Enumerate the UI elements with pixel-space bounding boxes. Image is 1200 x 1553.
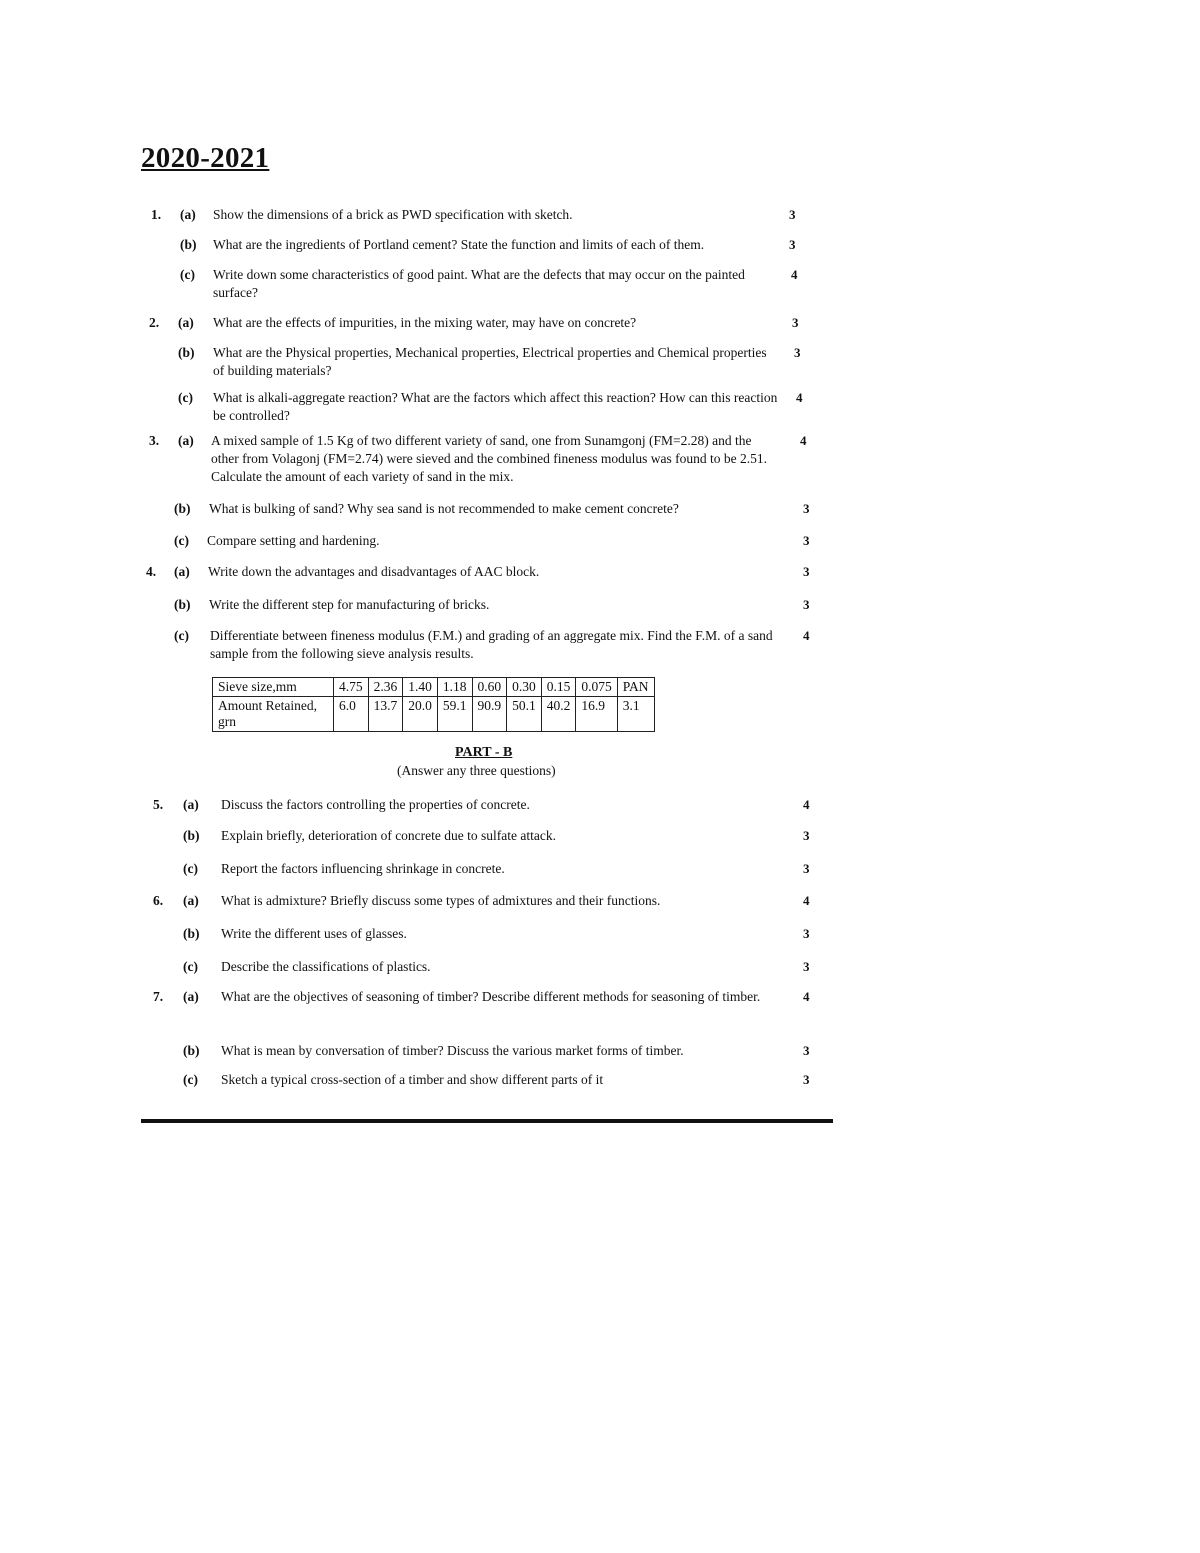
question-text: What is admixture? Briefly discuss some types of admixtures and their functions. — [221, 893, 661, 908]
table-row — [213, 697, 655, 732]
question-part-label: (a) — [178, 433, 194, 448]
question-marks: 4 — [791, 267, 798, 282]
table-cell: 40.2 — [541, 697, 576, 732]
question-marks: 3 — [803, 861, 810, 876]
table-cell: 90.9 — [472, 697, 507, 732]
page-title: 2020-2021 — [141, 142, 270, 174]
bottom-divider — [141, 1119, 833, 1123]
question-text: Describe the classifications of plastics. — [221, 959, 431, 974]
table-cell: 50.1 — [507, 697, 542, 732]
table-row-header: Sieve size,mm — [213, 678, 334, 697]
question-part-label: (b) — [183, 828, 200, 843]
question-part-label: (a) — [178, 315, 194, 330]
question-part-label: (a) — [180, 207, 196, 222]
question-marks: 3 — [803, 564, 810, 579]
question-text: Write the different uses of glasses. — [221, 926, 407, 941]
question-part-label: (c) — [178, 390, 193, 405]
question-part-label: (c) — [174, 628, 189, 643]
table-cell: 0.15 — [541, 678, 576, 697]
question-marks: 3 — [803, 1043, 810, 1058]
question-marks: 3 — [803, 533, 810, 548]
question-part-label: (c) — [180, 267, 195, 282]
question-number: 7. — [153, 989, 164, 1004]
question-text: Write down some characteristics of good paint. What are the defects that may occur on the painted surface? — [213, 267, 745, 300]
table-cell: 3.1 — [617, 697, 654, 732]
question-text: What are the Physical properties, Mechanical properties, Electrical properties and Chemical properties of building materials? — [213, 345, 767, 378]
question-marks: 3 — [794, 345, 801, 360]
question-marks: 4 — [803, 989, 810, 1004]
question-part-label: (b) — [178, 345, 195, 360]
table-cell: 13.7 — [368, 697, 403, 732]
question-marks: 3 — [792, 315, 799, 330]
question-marks: 3 — [803, 1072, 810, 1087]
question-text: A mixed sample of 1.5 Kg of two different variety of sand, one from Sunamgonj (FM=2.28) and the other from Volagonj (FM=2.74) were sieved and the combined fineness modulus was found to be 2.51. Calculate the amount of each variety of sand in the mix. — [211, 433, 768, 484]
table-cell: 59.1 — [437, 697, 472, 732]
question-text: What is mean by conversation of timber? Discuss the various market forms of timber. — [221, 1043, 684, 1058]
question-text: What are the effects of impurities, in the mixing water, may have on concrete? — [213, 315, 637, 330]
question-text: Explain briefly, deterioration of concrete due to sulfate attack. — [221, 828, 556, 843]
question-marks: 3 — [803, 501, 810, 516]
question-text: What are the objectives of seasoning of timber? Describe different methods for seasoning of timber. — [221, 989, 761, 1004]
question-marks: 4 — [800, 433, 807, 448]
table-cell: 16.9 — [576, 697, 617, 732]
question-text: What is alkali-aggregate reaction? What are the factors which affect this reaction? How can this reaction be controlled? — [213, 390, 778, 423]
part-b-instruction: (Answer any three questions) — [397, 763, 556, 778]
question-marks: 3 — [789, 207, 796, 222]
question-number: 2. — [149, 315, 160, 330]
table-cell: 6.0 — [334, 697, 369, 732]
question-number: 4. — [146, 564, 157, 579]
part-b-heading: PART - B — [455, 745, 513, 760]
table-cell: 1.18 — [437, 678, 472, 697]
question-part-label: (a) — [183, 893, 199, 908]
question-text: Write down the advantages and disadvantages of AAC block. — [208, 564, 540, 579]
question-text: Write the different step for manufacturing of bricks. — [209, 597, 490, 612]
table-cell: 2.36 — [368, 678, 403, 697]
table-cell: 20.0 — [403, 697, 438, 732]
question-part-label: (b) — [180, 237, 197, 252]
question-number: 3. — [149, 433, 160, 448]
question-text: Compare setting and hardening. — [207, 533, 380, 548]
question-marks: 3 — [803, 926, 810, 941]
sieve-analysis-table — [212, 677, 655, 732]
question-marks: 3 — [803, 597, 810, 612]
question-text: Show the dimensions of a brick as PWD specification with sketch. — [213, 207, 573, 222]
question-marks: 4 — [803, 893, 810, 908]
question-part-label: (b) — [174, 501, 191, 516]
question-text: Discuss the factors controlling the properties of concrete. — [221, 797, 530, 812]
question-part-label: (c) — [183, 861, 198, 876]
question-number: 6. — [153, 893, 164, 908]
question-part-label: (b) — [174, 597, 191, 612]
question-part-label: (c) — [183, 1072, 198, 1087]
table-cell: 0.60 — [472, 678, 507, 697]
question-marks: 4 — [803, 628, 810, 643]
table-cell: 4.75 — [334, 678, 369, 697]
table-cell: 0.075 — [576, 678, 617, 697]
table-cell: 0.30 — [507, 678, 542, 697]
question-text: Sketch a typical cross-section of a timber and show different parts of it — [221, 1072, 604, 1087]
question-part-label: (a) — [174, 564, 190, 579]
question-text: Differentiate between fineness modulus (F.M.) and grading of an aggregate mix. Find the F.M. of a sand sample from the following sieve analysis results. — [210, 628, 773, 661]
question-part-label: (a) — [183, 989, 199, 1004]
question-marks: 4 — [796, 390, 803, 405]
table-row-header: Amount Retained, grn — [213, 697, 334, 732]
question-part-label: (b) — [183, 1043, 200, 1058]
table-row — [213, 678, 655, 697]
table-cell: PAN — [617, 678, 654, 697]
question-marks: 3 — [803, 959, 810, 974]
question-marks: 3 — [789, 237, 796, 252]
table-cell: 1.40 — [403, 678, 438, 697]
question-number: 5. — [153, 797, 164, 812]
question-marks: 4 — [803, 797, 810, 812]
question-text: What are the ingredients of Portland cement? State the function and limits of each of them. — [213, 237, 705, 252]
question-part-label: (c) — [174, 533, 189, 548]
question-part-label: (a) — [183, 797, 199, 812]
question-part-label: (b) — [183, 926, 200, 941]
question-number: 1. — [151, 207, 162, 222]
question-part-label: (c) — [183, 959, 198, 974]
question-text: What is bulking of sand? Why sea sand is not recommended to make cement concrete? — [209, 501, 679, 516]
question-text: Report the factors influencing shrinkage in concrete. — [221, 861, 505, 876]
question-marks: 3 — [803, 828, 810, 843]
